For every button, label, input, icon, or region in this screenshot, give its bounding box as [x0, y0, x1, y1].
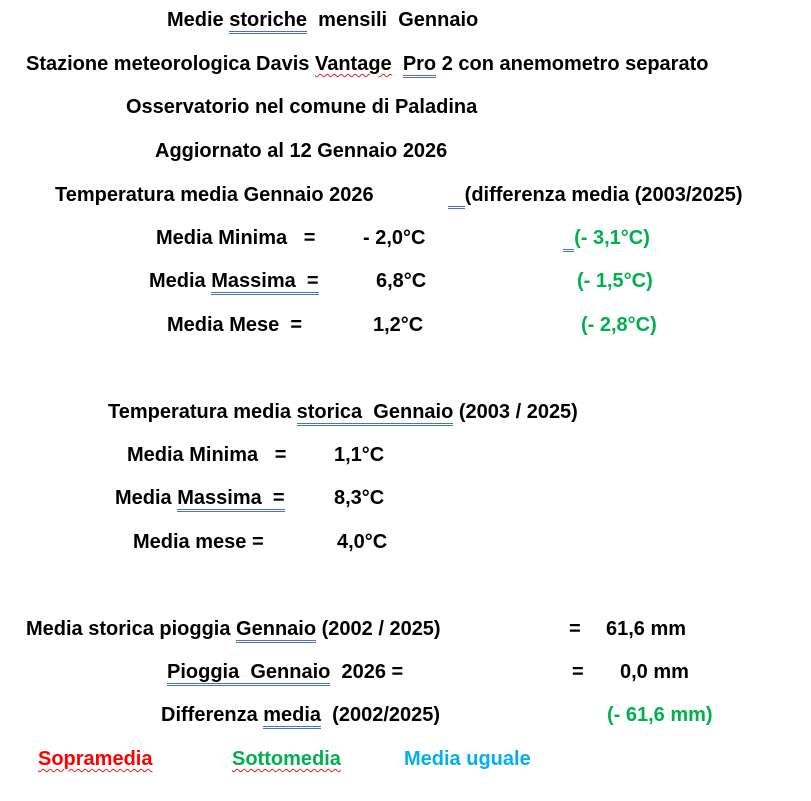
current-min-diff: (- 3,1°C) — [563, 226, 650, 250]
rain-current-equals: = — [572, 661, 584, 683]
rain-diff-value: (- 61,6 mm) — [607, 704, 713, 726]
current-min-value: - 2,0°C — [363, 227, 426, 249]
rain-historical-value: 61,6 mm — [606, 618, 687, 640]
historical-min-label: Media Minima = — [127, 444, 287, 466]
historical-min-value: 1,1°C — [334, 444, 385, 466]
current-min-label: Media Minima = — [156, 227, 316, 249]
current-month-value: 1,2°C — [373, 314, 424, 336]
station-line: Stazione meteorologica Davis Vantage Pro 2 con anemometro separato — [26, 52, 708, 76]
observatory-line: Osservatorio nel comune di Paladina — [126, 96, 478, 118]
current-max-label: Media Massima = — [149, 269, 319, 293]
rain-current-value: 0,0 mm — [620, 661, 689, 683]
historical-section-title: Temperatura media storica Gennaio (2003 / 2025) — [108, 400, 578, 424]
historical-max-value: 8,3°C — [334, 487, 385, 509]
rain-historical-equals: = — [569, 618, 581, 640]
legend-equal: Media uguale — [404, 748, 531, 770]
current-max-value: 6,8°C — [376, 270, 427, 292]
current-max-diff: (- 1,5°C) — [577, 270, 653, 292]
rain-diff-label: Differenza media (2002/2025) — [161, 703, 440, 727]
historical-max-label: Media Massima = — [115, 486, 285, 510]
current-month-diff: (- 2,8°C) — [581, 314, 657, 336]
historical-month-value: 4,0°C — [337, 531, 388, 553]
rain-historical-label: Media storica pioggia Gennaio (2002 / 2025) — [26, 617, 441, 641]
rain-current-label: Pioggia Gennaio 2026 = — [167, 660, 403, 684]
current-section-title: Temperatura media Gennaio 2026 — [55, 184, 374, 206]
legend-above: Sopramedia — [38, 748, 153, 770]
page-title: Medie storiche mensili Gennaio — [167, 8, 478, 32]
current-month-label: Media Mese = — [167, 314, 303, 336]
difference-title: (differenza media (2003/2025) — [448, 183, 743, 207]
historical-month-label: Media mese = — [133, 531, 264, 553]
legend-below: Sottomedia — [232, 748, 341, 770]
updated-line: Aggiornato al 12 Gennaio 2026 — [155, 140, 448, 162]
